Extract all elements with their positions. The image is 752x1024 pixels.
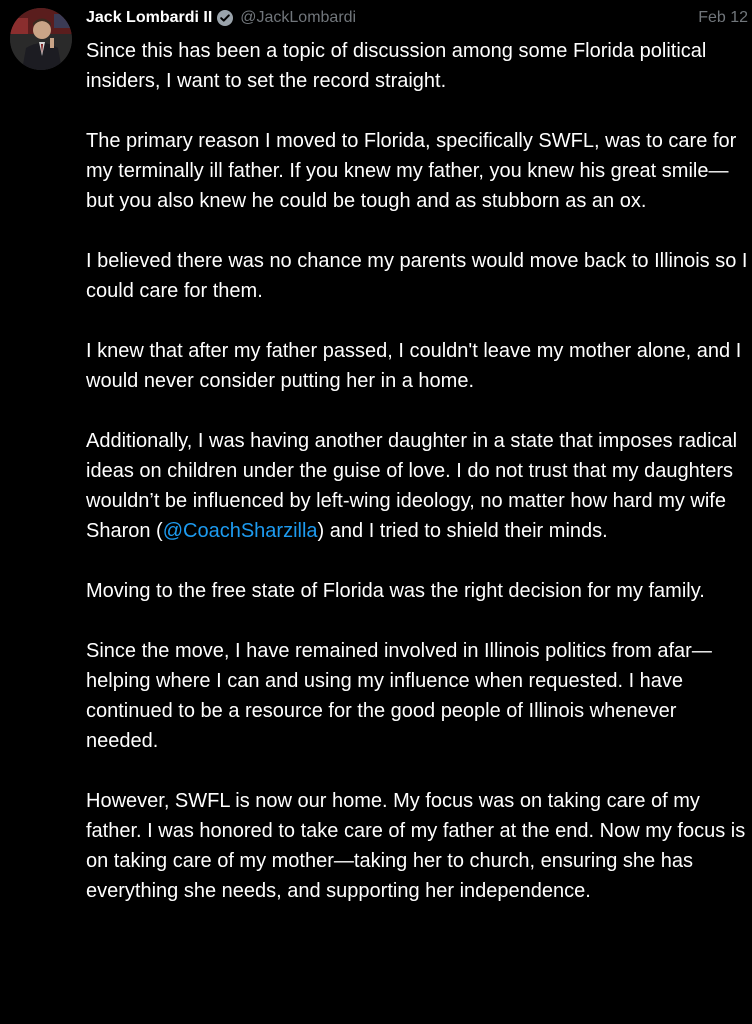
user-handle[interactable]: @JackLombardi bbox=[240, 9, 357, 26]
paragraph-text: Additionally, I was having another daughter in a state that imposes radical ideas on children under the guise of love. I do not trust that my daughters wouldn’t be influenced by left-wing ideology, no matter how hard my wife Sharon ( bbox=[86, 430, 738, 542]
avatar[interactable] bbox=[10, 8, 72, 70]
tweet-paragraph bbox=[86, 426, 750, 546]
paragraph-text: ) and I tried to shield their minds. bbox=[317, 520, 608, 542]
tweet-header bbox=[86, 6, 748, 30]
tweet-paragraph: Since this has been a topic of discussion among some Florida political insiders, I want to set the record straight. bbox=[86, 40, 707, 92]
tweet-paragraph: I knew that after my father passed, I couldn't leave my mother alone, and I would never consider putting her in a home. bbox=[86, 340, 742, 392]
tweet-paragraph: I believed there was no chance my parents would move back to Illinois so I could care for them. bbox=[86, 250, 748, 302]
tweet-paragraph: The primary reason I moved to Florida, specifically SWFL, was to care for my terminally ill father. If you knew my father, you knew his great smile—but you also knew he could be tough and as stubborn as an ox. bbox=[86, 130, 737, 212]
verified-badge-icon bbox=[216, 9, 234, 27]
tweet-text bbox=[86, 36, 750, 936]
tweet-paragraph: Since the move, I have remained involved in Illinois politics from afar—helping where I can and using my influence when requested. I have continued to be a resource for the good people of Illinois whenever needed. bbox=[86, 640, 712, 752]
tweet-paragraph: Moving to the free state of Florida was the right decision for my family. bbox=[86, 580, 705, 602]
tweet-paragraph: However, SWFL is now our home. My focus was on taking care of my father. I was honored to take care of my father at the end. Now my focus is on taking care of my mother—taking her to church, ensuring she has everything she needs, and supporting her independence. bbox=[86, 790, 746, 902]
display-name[interactable]: Jack Lombardi II bbox=[86, 9, 213, 26]
tweet-date[interactable]: Feb 12 bbox=[698, 9, 748, 26]
profile-photo bbox=[10, 8, 72, 70]
mention-link[interactable]: @CoachSharzilla bbox=[162, 520, 318, 542]
